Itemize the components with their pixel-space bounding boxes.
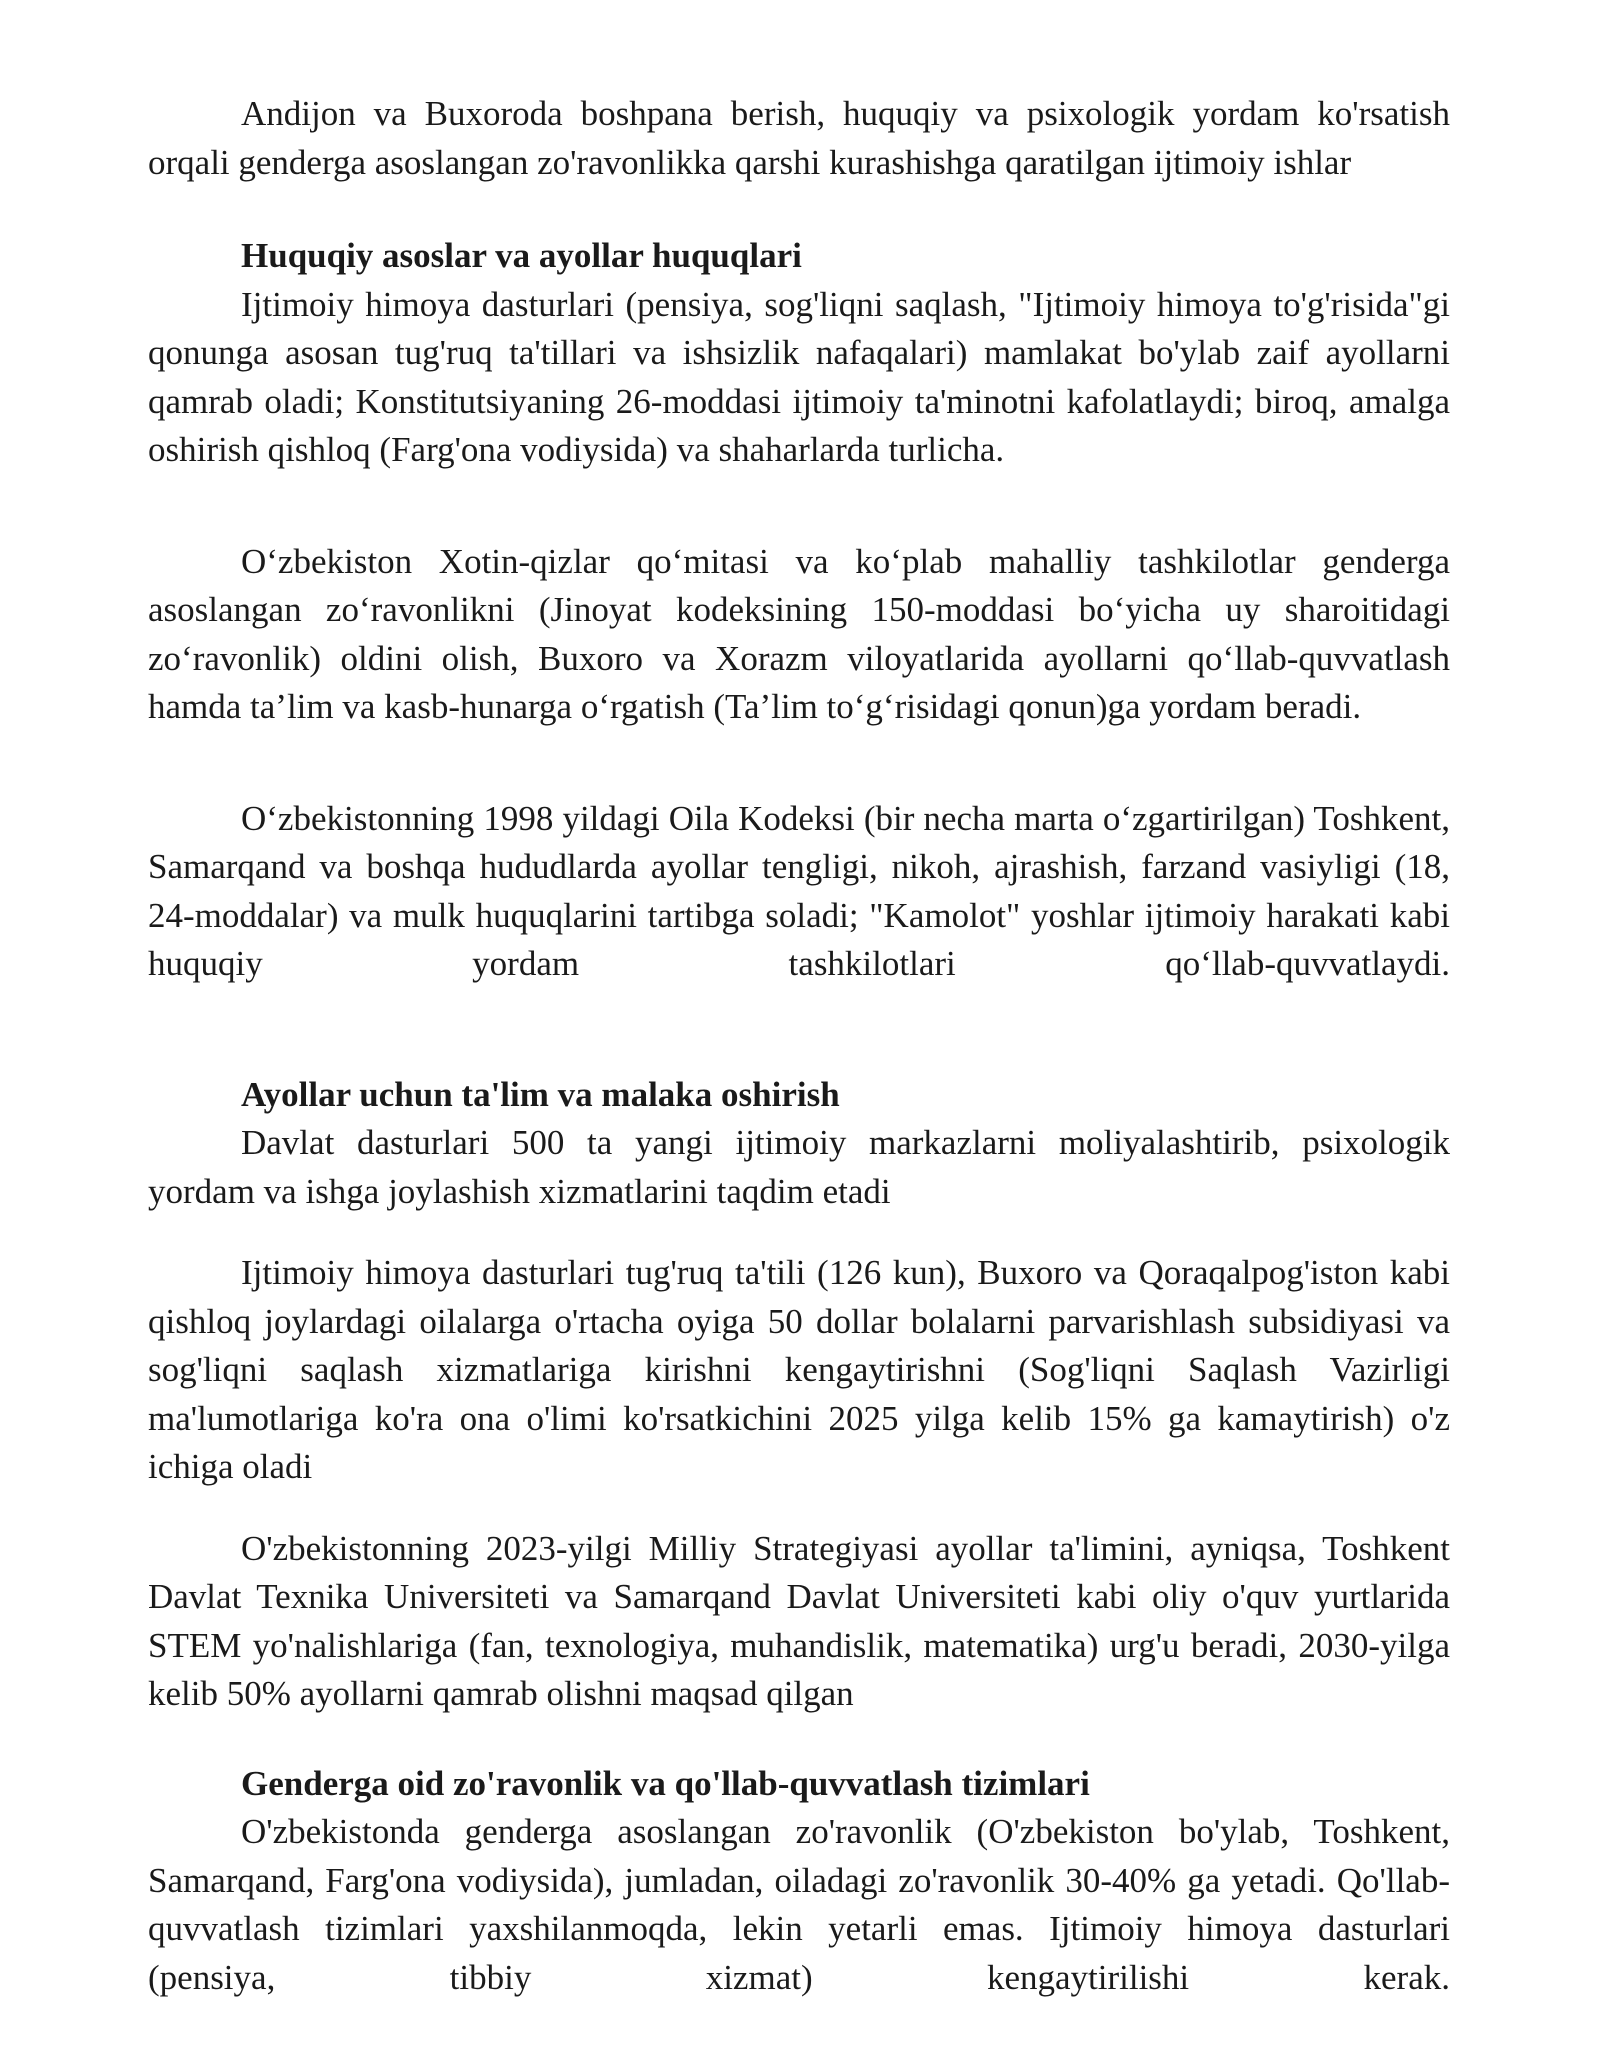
- document-body: [148, 90, 1450, 2002]
- section-heading-legal-framework: Huquqiy asoslar va ayollar huquqlari: [241, 236, 802, 275]
- section-heading-education-training: Ayollar uchun ta'lim va malaka oshirish: [241, 1074, 840, 1114]
- paragraph-family-code: O‘zbekistonning 1998 yildagi Oila Kodeksi (bir necha marta o‘zgartirilgan) Toshkent, Samarqand va boshqa hududlarda ayollar tengligi, nikoh, ajrashish, farzand vasiyligi (18, 24-moddalar) va mulk huquqlarini tartibga soladi; "Kamolot" yoshlar ijtimoiy harakati kabi huquqiy yordam tashkilotlari qo‘llab-quvvatlaydi.: [148, 798, 1450, 983]
- paragraph-national-strategy: O'zbekistonning 2023-yilgi Milliy Strategiyasi ayollar ta'limini, ayniqsa, Toshkent Davlat Texnika Universiteti va Samarqand Davlat Universiteti kabi oliy o'quv yurtlarida STEM yo'nalishlariga (fan, texnologiya, muhandislik, matematika) urg'u beradi, 2030-yilga kelib 50% ayollarni qamrab olishni maqsad qilgan: [148, 1528, 1450, 1713]
- paragraph-maternity-leave: Ijtimoiy himoya dasturlari tug'ruq ta'tili (126 kun), Buxoro va Qoraqalpog'iston kabi qishloq joylardagi oilalarga o'rtacha oyiga 50 dollar bolalarni parvarishlash subsidiyasi va sog'liqni saqlash xizmatlariga kirishni kengaytirishni (Sog'liqni Saqlash Vazirligi ma'lumotlariga ko'ra ona o'limi ko'rsatkichini 2025 yilga kelib 15% ga kamaytirish) o'z ichiga oladi: [148, 1253, 1450, 1486]
- paragraph-state-programs: Davlat dasturlari 500 ta yangi ijtimoiy markazlarni moliyalashtirib, psixologik yordam va ishga joylashish xizmatlarini taqdim etadi: [148, 1123, 1450, 1211]
- section-heading-gender-violence: Genderga oid zo'ravonlik va qo'llab-quvvatlash tizimlari: [241, 1763, 1090, 1803]
- paragraph-gender-violence: O'zbekistonda genderga asoslangan zo'ravonlik (O'zbekiston bo'ylab, Toshkent, Samarqand, Farg'ona vodiysida), jumladan, oiladagi zo'ravonlik 30-40% ga yetadi. Qo'llab-quvvatlash tizimlari yaxshilanmoqda, lekin yetarli emas. Ijtimoiy himoya dasturlari (pensiya, tibbiy xizmat) kengaytirilishi kerak.: [148, 1812, 1450, 1997]
- paragraph-womens-committee: O‘zbekiston Xotin-qizlar qo‘mitasi va ko‘plab mahalliy tashkilotlar genderga asoslangan zo‘ravonlikni (Jinoyat kodeksining 150-moddasi bo‘yicha uy sharoitidagi zo‘ravonlik) oldini olish, Buxoro va Xorazm viloyatlarida ayollarni qo‘llab-quvvatlash hamda ta’lim va kasb-hunarga o‘rgatish (Ta’lim to‘g‘risidagi qonun)ga yordam beradi.: [148, 541, 1450, 726]
- paragraph-social-protection: Ijtimoiy himoya dasturlari (pensiya, sog'liqni saqlash, "Ijtimoiy himoya to'g'risida"gi qonunga asosan tug'ruq ta'tillari va ishsizlik nafaqalari) mamlakat bo'ylab zaif ayollarni qamrab oladi; Konstitutsiyaning 26-moddasi ijtimoiy ta'minotni kafolatlaydi; biroq, amalga oshirish qishloq (Farg'ona vodiysida) va shaharlarda turlicha.: [148, 284, 1450, 469]
- paragraph-intro: Andijon va Buxoroda boshpana berish, huquqiy va psixologik yordam ko'rsatish orqali genderga asoslangan zo'ravonlikka qarshi kurashishga qaratilgan ijtimoiy ishlar: [148, 94, 1450, 182]
